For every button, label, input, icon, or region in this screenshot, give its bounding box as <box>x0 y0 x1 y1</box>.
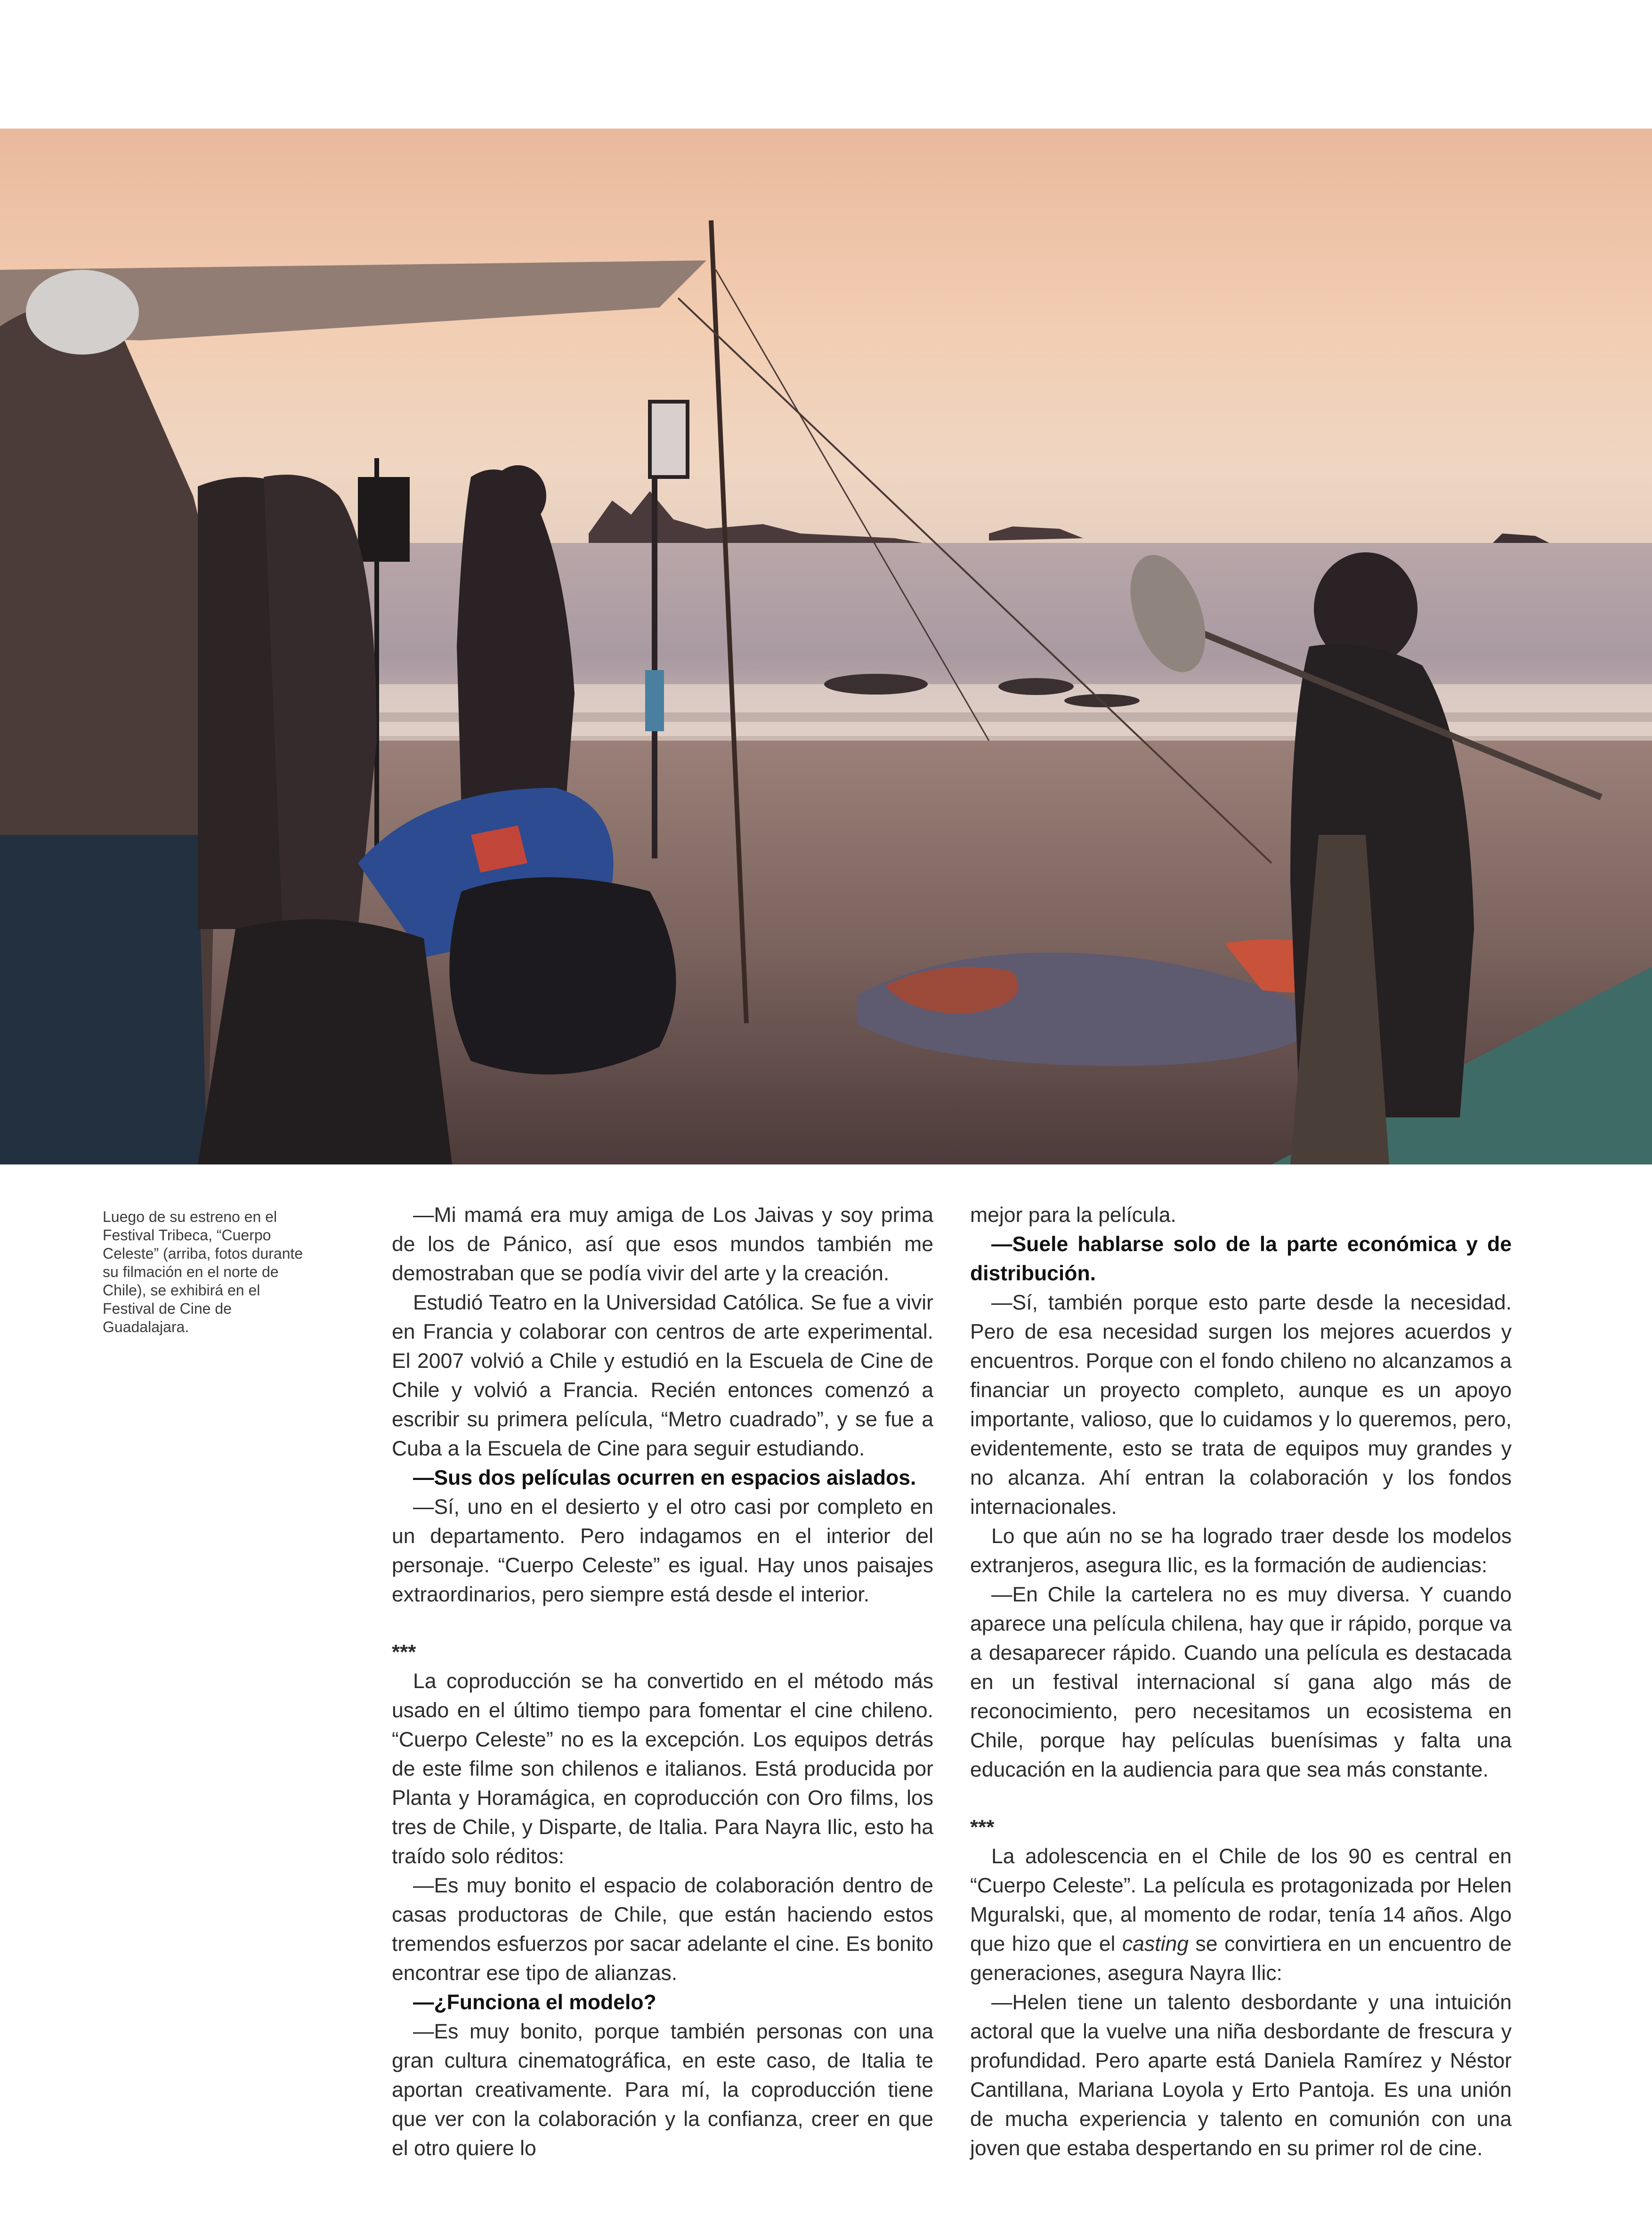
paragraph-text: se convirtiera en un encuentro de generaciones, asegura Nayra Ilic: <box>970 1932 1512 1985</box>
photo-caption: Luego de su estreno en el Festival Tribeca, “Cuerpo Celeste” (arriba, fotos durante su filmación en el norte de Chile), se exhibirá en el Festival de Cine de Guadalajara. <box>103 1208 303 1335</box>
beach-film-set-illustration <box>0 129 1652 1164</box>
paragraph: —Helen tiene un talento desbordante y una intuición actoral que la vuelve una niña desbordante de frescura y profundidad. Pero aparte está Daniela Ramírez y Néstor Cantillana, Mariana Loyola y Erto Pantoja. Es una unión de mucha experiencia y talento en comunión con una joven que estaba despertando en su primer rol de cine. <box>970 1991 1512 2160</box>
paragraph-text: La adolescencia en el Chile de los 90 es central en “Cuerpo Celeste”. La película es protagonizada por Helen Mguralski, que, al momento de rodar, tenía 14 años. Algo que hizo que el <box>970 1845 1512 1956</box>
hero-photo <box>0 129 1652 1164</box>
paragraph: Estudió Teatro en la Universidad Católica. Se fue a vivir en Francia y colaborar con centros de arte experimental. El 2007 volvió a Chile y estudió en la Escuela de Cine de Chile y volvió a Francia. Recién entonces comenzó a escribir su primera película, “Metro cuadrado”, y se fue a Cuba a la Escuela de Cine para seguir estudiando. <box>392 1291 933 1460</box>
emphasis: casting <box>1122 1932 1189 1956</box>
paragraph: mejor para la película. <box>970 1204 1176 1227</box>
section-divider: *** <box>970 1816 995 1839</box>
paragraph: Lo que aún no se ha logrado traer desde los modelos extranjeros, asegura Ilic, es la formación de audiencias: <box>970 1525 1512 1577</box>
article-column-1 <box>392 1201 933 2163</box>
paragraph: —En Chile la cartelera no es muy diversa. Y cuando aparece una película chilena, hay que ir rápido, porque va a desaparecer rápido. Cuando una película es destacada en un festival internacional sí gana algo más de reconocimiento, pero necesitamos un ecosistema en Chile, porque hay películas buenísimas y falta una educación en la audiencia para que sea más constante. <box>970 1583 1512 1781</box>
paragraph: —Sí, también porque esto parte desde la necesidad. Pero de esa necesidad surgen los mejores acuerdos y encuentros. Porque con el fondo chileno no alcanzamos a financiar un proyecto completo, aunque es un apoyo importante, valioso, que lo cuidamos y lo queremos, pero, evidentemente, esto se trata de equipos muy grandes y no alcanza. Ahí entran la colaboración y los fondos internacionales. <box>970 1291 1512 1519</box>
paragraph: La coproducción se ha convertido en el método más usado en el último tiempo para fomentar el cine chileno. “Cuerpo Celeste” no es la excepción. Los equipos detrás de este filme son chilenos e italianos. Está producida por Planta y Horamágica, en coproducción con Oro films, los tres de Chile, y Disparte, de Italia. Para Nayra Ilic, esto ha traído solo réditos: <box>392 1670 933 1868</box>
interview-question: —Sus dos películas ocurren en espacios aislados. <box>413 1466 916 1489</box>
article-column-2 <box>970 1201 1512 2163</box>
paragraph: —Es muy bonito, porque también personas con una gran cultura cinematográfica, en este caso, de Italia te aportan creativamente. Para mí, la coproducción tiene que ver con la colaboración y la confianza, creer en que el otro quiere lo <box>392 2020 933 2160</box>
paragraph: —Sí, uno en el desierto y el otro casi por completo en un departamento. Pero indagamos en el interior del personaje. “Cuerpo Celeste” es igual. Hay unos paisajes extraordinarios, pero siempre está desde el interior. <box>392 1495 933 1606</box>
interview-question: —Suele hablarse solo de la parte económica y de distribución. <box>970 1233 1512 1285</box>
paragraph: —Es muy bonito el espacio de colaboración dentro de casas productoras de Chile, que están haciendo estos tremendos esfuerzos por sacar adelante el cine. Es bonito encontrar ese tipo de alianzas. <box>392 1874 933 1985</box>
paragraph <box>970 1842 1512 1988</box>
paragraph: —Mi mamá era muy amiga de Los Jaivas y soy prima de los de Pánico, así que esos mundos también me demostraban que se podía vivir del arte y la creación. <box>392 1204 933 1285</box>
interview-question: —¿Funciona el modelo? <box>413 1991 656 2014</box>
section-divider: *** <box>392 1641 416 1664</box>
